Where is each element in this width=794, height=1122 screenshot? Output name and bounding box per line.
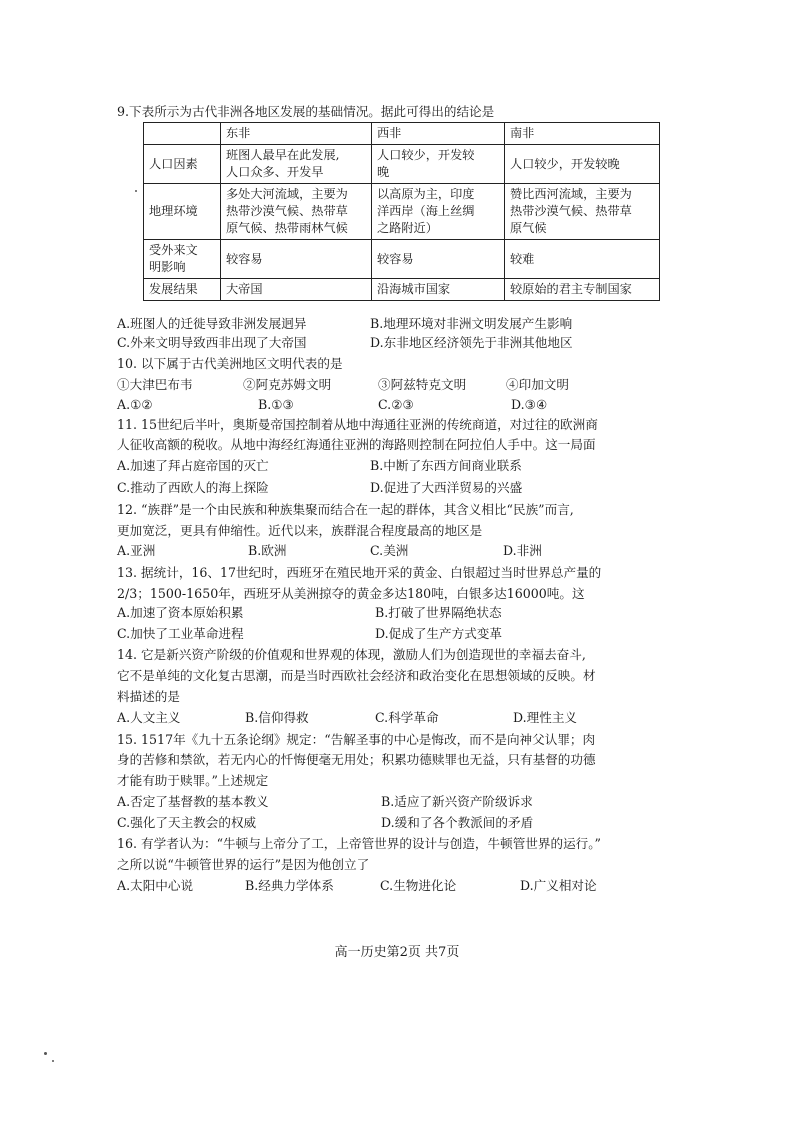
table-header-cell xyxy=(144,123,221,145)
table-header-row xyxy=(144,123,660,145)
cell-text: 热带沙漠气候、热带草 xyxy=(226,204,348,218)
q15-option-c[interactable]: C.强化了天主教会的权威 xyxy=(117,815,257,830)
east-cell xyxy=(221,240,372,279)
cell-text: 以高原为主，印度 xyxy=(377,187,475,201)
table-row xyxy=(144,145,660,184)
cell-text: 受外来文 xyxy=(149,243,198,257)
cell-text: 人口众多、开发早 xyxy=(226,165,324,179)
scan-speck xyxy=(135,190,137,192)
q13-option-c[interactable]: C.加快了工业革命进程 xyxy=(117,626,244,641)
q11-stem-line: 11. 15世纪后半叶，奥斯曼帝国控制着从地中海通往亚洲的传统商道，对过往的欧洲商 xyxy=(117,417,598,432)
cell-text: 人口较少，开发较 xyxy=(377,148,475,162)
table-header-cell: 东非 xyxy=(221,123,372,145)
q11-option-c[interactable]: C.推动了西欧人的海上探险 xyxy=(117,480,269,495)
q11-stem-line: 人征收高额的税收。从地中海经红海通往亚洲的海路则控制在阿拉伯人手中。这一局面 xyxy=(117,437,596,452)
q10-option-b[interactable]: B.①③ xyxy=(258,397,294,412)
q9-option-c[interactable]: C.外来文明导致西非出现了大帝国 xyxy=(117,335,307,350)
q16-option-a[interactable]: A.太阳中心说 xyxy=(117,878,194,893)
cell-text: 发展结果 xyxy=(149,282,198,296)
cell-text: 晚 xyxy=(377,165,390,179)
q9-table xyxy=(143,122,660,301)
q16-option-b[interactable]: B.经典力学体系 xyxy=(245,878,334,893)
row-label-cell xyxy=(144,240,221,279)
q15-stem-line: 身的苦修和禁欲，若无内心的忏悔便毫无用处；积累功德赎罪也无益，只有基督的功德 xyxy=(117,752,596,767)
q10-item-1: ①大津巴布韦 xyxy=(117,377,193,392)
cell-text: 明影响 xyxy=(149,260,186,274)
q10-option-d[interactable]: D.③④ xyxy=(511,397,548,412)
cell-text: 原气候 xyxy=(510,221,547,235)
q11-option-b[interactable]: B.中断了东西方间商业联系 xyxy=(370,458,522,473)
west-cell xyxy=(372,145,505,184)
q13-stem-line: 2/3；1500-1650年，西班牙从美洲掠夺的黄金多达180吨，白银多达16000吨。这 xyxy=(117,586,585,601)
q14-option-b[interactable]: B.信仰得救 xyxy=(245,710,309,725)
cell-text: 人口因素 xyxy=(149,156,198,171)
table-row xyxy=(144,279,660,301)
q9-option-a[interactable]: A.班图人的迁徙导致非洲发展迥异 xyxy=(117,316,307,331)
cell-text: 班图人最早在此发展, xyxy=(226,148,340,162)
east-cell xyxy=(221,184,372,240)
q12-option-b[interactable]: B.欧洲 xyxy=(248,543,287,558)
table-row xyxy=(144,184,660,240)
east-cell xyxy=(221,279,372,301)
q16-option-c[interactable]: C.生物进化论 xyxy=(380,878,457,893)
q11-option-d[interactable]: D.促进了大西洋贸易的兴盛 xyxy=(370,480,523,495)
south-cell xyxy=(505,184,660,240)
q12-stem-line: 12. “族群”是一个由民族和种族集聚而结合在一起的群体，其含义相比“民族”而言, xyxy=(117,502,574,517)
q13-option-d[interactable]: D.促成了生产方式变革 xyxy=(375,626,502,641)
q10-item-4: ④印加文明 xyxy=(506,377,569,392)
q13-option-b[interactable]: B.打破了世界隔绝状态 xyxy=(375,605,502,620)
cell-text: 洋西岸（海上丝绸 xyxy=(377,204,475,218)
q13-option-a[interactable]: A.加速了资本原始积累 xyxy=(117,605,244,620)
cell-text: 多处大河流域，主要为 xyxy=(226,187,348,201)
south-cell xyxy=(505,279,660,301)
cell-text: 较原始的君主专制国家 xyxy=(510,282,632,296)
cell-text: 沿海城市国家 xyxy=(377,282,451,296)
q12-option-d[interactable]: D.非洲 xyxy=(503,543,542,558)
q14-stem-line: 14. 它是新兴资产阶级的价值观和世界观的体现，激励人们为创造现世的幸福去奋斗, xyxy=(117,647,586,662)
q11-option-a[interactable]: A.加速了拜占庭帝国的灭亡 xyxy=(117,458,269,473)
q13-stem-line: 13. 据统计，16、17世纪时，西班牙在殖民地开采的黄金、白银超过当时世界总产量的 xyxy=(117,565,602,580)
cell-text: 原气候、热带雨林气候 xyxy=(226,221,348,235)
scan-speck xyxy=(52,1060,54,1062)
q10-option-a[interactable]: A.①② xyxy=(117,397,153,412)
q14-option-a[interactable]: A.人文主义 xyxy=(117,710,181,725)
west-cell xyxy=(372,279,505,301)
east-cell xyxy=(221,145,372,184)
q9-option-b[interactable]: B.地理环境对非洲文明发展产生影响 xyxy=(370,316,573,331)
scan-speck xyxy=(44,1052,47,1055)
cell-text: 热带沙漠气候、热带草 xyxy=(510,204,632,218)
cell-text: 较容易 xyxy=(226,251,263,266)
q14-stem-line: 它不是单纯的文化复古思潮，而是当时西欧社会经济和政治变化在思想领域的反映。材 xyxy=(117,668,596,683)
south-cell xyxy=(505,240,660,279)
table-header-cell: 南非 xyxy=(505,123,660,145)
row-label-cell xyxy=(144,279,221,301)
q9-option-d[interactable]: D.东非地区经济领先于非洲其他地区 xyxy=(370,335,573,350)
q16-stem-line: 16. 有学者认为：“牛顿与上帝分了工，上帝管世界的设计与创造，牛顿管世界的运行。” xyxy=(117,836,601,851)
q15-stem-line: 15. 1517年《九十五条论纲》规定：“告解圣事的中心是悔改，而不是向神父认罪；肉 xyxy=(117,732,596,747)
west-cell xyxy=(372,184,505,240)
q16-option-d[interactable]: D.广义相对论 xyxy=(520,878,597,893)
cell-text: 较难 xyxy=(510,251,535,266)
q14-option-d[interactable]: D.理性主义 xyxy=(513,710,578,725)
cell-text: 大帝国 xyxy=(226,282,263,296)
cell-text: 人口较少，开发较晚 xyxy=(510,156,620,171)
q10-stem: 10. 以下属于古代美洲地区文明代表的是 xyxy=(117,356,343,371)
q15-option-d[interactable]: D.缓和了各个教派间的矛盾 xyxy=(381,815,534,830)
row-label-cell xyxy=(144,184,221,240)
q14-option-c[interactable]: C.科学革命 xyxy=(375,710,439,725)
q16-stem-line: 之所以说“牛顿管世界的运行”是因为他创立了 xyxy=(117,857,370,872)
row-label-cell xyxy=(144,145,221,184)
west-cell xyxy=(372,240,505,279)
q14-stem-line: 料描述的是 xyxy=(117,689,180,704)
cell-text: 地理环境 xyxy=(149,204,198,218)
cell-text: 之路附近） xyxy=(377,221,438,235)
south-cell xyxy=(505,145,660,184)
cell-text: 赞比西河流域，主要为 xyxy=(510,187,632,201)
q15-option-a[interactable]: A.否定了基督教的基本教义 xyxy=(117,794,269,809)
q9-stem: 9.下表所示为古代非洲各地区发展的基础情况。据此可得出的结论是 xyxy=(117,104,495,119)
q12-stem-line: 更加宽泛，更具有伸缩性。近代以来，族群混合程度最高的地区是 xyxy=(117,523,483,538)
q15-option-b[interactable]: B.适应了新兴资产阶级诉求 xyxy=(381,794,533,809)
page-footer: 高一历史第2页 共7页 xyxy=(334,945,460,960)
q10-option-c[interactable]: C.②③ xyxy=(378,397,414,412)
q10-item-3: ③阿兹特克文明 xyxy=(378,377,467,392)
q10-item-2: ②阿克苏姆文明 xyxy=(243,377,332,392)
q12-option-c[interactable]: C.美洲 xyxy=(370,543,409,558)
q15-stem-line: 才能有助于赎罪。”上述规定 xyxy=(117,773,269,788)
q12-option-a[interactable]: A.亚洲 xyxy=(117,543,156,558)
table-row xyxy=(144,240,660,279)
cell-text: 较容易 xyxy=(377,251,414,266)
table-header-cell: 西非 xyxy=(372,123,505,145)
